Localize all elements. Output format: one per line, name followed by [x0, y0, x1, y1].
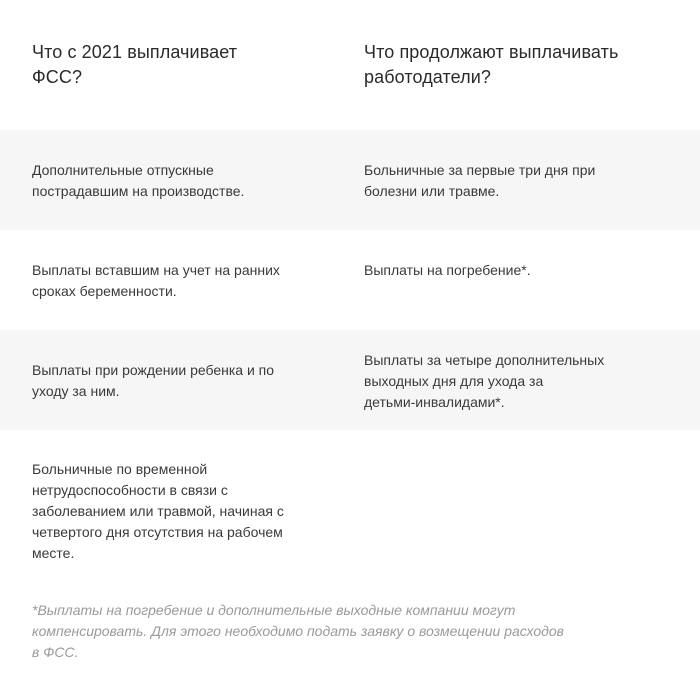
- table-row: [0, 330, 700, 430]
- table-row: [0, 230, 700, 330]
- cell-line: Выплаты вставшим на учет на ранних: [32, 262, 280, 278]
- cell-line: уходу за ним.: [32, 383, 120, 399]
- employer-cell: [364, 350, 664, 413]
- footnote: [32, 600, 672, 663]
- footnote-line: в ФСС.: [32, 644, 79, 660]
- table-row: [0, 130, 700, 230]
- footnote-line: компенсировать. Для этого необходимо подать заявку о возмещении расходов: [32, 623, 564, 639]
- cell-line: четвертого дня отсутствия на рабочем: [32, 524, 283, 540]
- header-employer-column: [364, 40, 684, 90]
- cell-line: заболеванием или травмой, начиная с: [32, 503, 284, 519]
- cell-line: болезни или травме.: [364, 183, 500, 199]
- fss-cell: [32, 160, 332, 202]
- employer-cell: [364, 160, 664, 202]
- cell-line: Выплаты при рождении ребенка и по: [32, 362, 275, 378]
- cell-line: выходных дня для ухода за: [364, 373, 544, 389]
- cell-line: Дополнительные отпускные: [32, 162, 214, 178]
- cell-line: Больничные за первые три дня при: [364, 162, 596, 178]
- table-row: [0, 430, 700, 580]
- cell-line: Выплаты на погребение*.: [364, 262, 531, 278]
- header-fss-line: ФСС?: [32, 67, 83, 87]
- header-fss-line: Что с 2021 выплачивает: [32, 42, 238, 62]
- fss-cell: [32, 260, 332, 302]
- header-employer-line: Что продолжают выплачивать: [364, 42, 619, 62]
- cell-line: месте.: [32, 545, 75, 561]
- footnote-line: *Выплаты на погребение и дополнительные выходные компании могут: [32, 602, 516, 618]
- fss-cell: [32, 360, 332, 402]
- cell-line: Выплаты за четыре дополнительных: [364, 352, 605, 368]
- header-fss-column: [32, 40, 312, 90]
- cell-line: детьми-инвалидами*.: [364, 394, 505, 410]
- fss-cell: [32, 459, 332, 564]
- table-header: [0, 0, 700, 130]
- cell-line: пострадавшим на производстве.: [32, 183, 245, 199]
- header-employer-line: работодатели?: [364, 67, 492, 87]
- cell-line: нетрудоспособности в связи с: [32, 482, 228, 498]
- cell-line: сроках беременности.: [32, 283, 177, 299]
- cell-line: Больничные по временной: [32, 461, 208, 477]
- employer-cell: [364, 260, 664, 281]
